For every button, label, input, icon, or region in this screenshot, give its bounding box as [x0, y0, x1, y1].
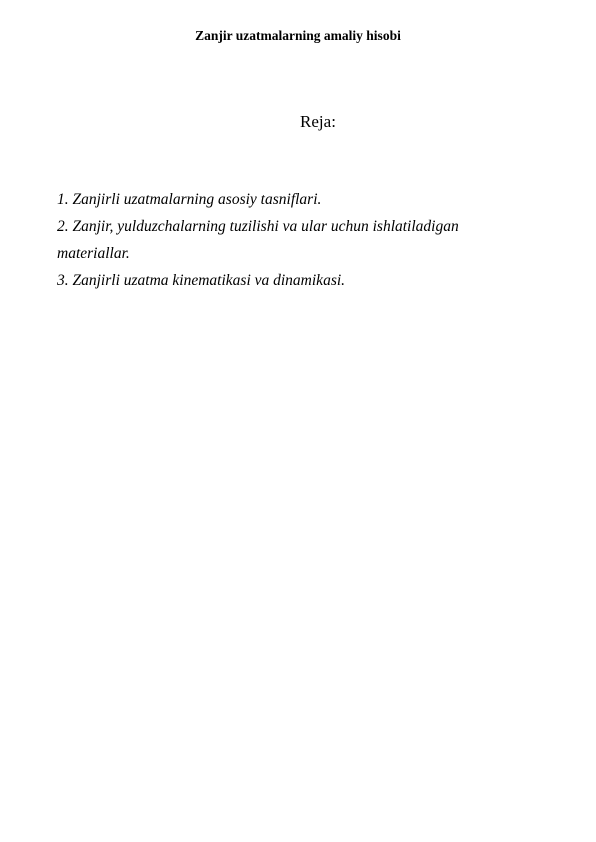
plan-heading: Reja: [300, 112, 336, 131]
plan-item-2: 2. Zanjir, yulduzchalarning tuzilishi va ular uchun ishlatiladigan [57, 218, 459, 235]
plan-item-2-continuation: materiallar. [57, 245, 130, 262]
plan-list [57, 186, 557, 294]
plan-item-1: 1. Zanjirli uzatmalarning asosiy tasniflari. [57, 191, 322, 208]
document-title: Zanjir uzatmalarning amaliy hisobi [195, 28, 401, 43]
plan-item-3: 3. Zanjirli uzatma kinematikasi va dinamikasi. [57, 272, 346, 289]
